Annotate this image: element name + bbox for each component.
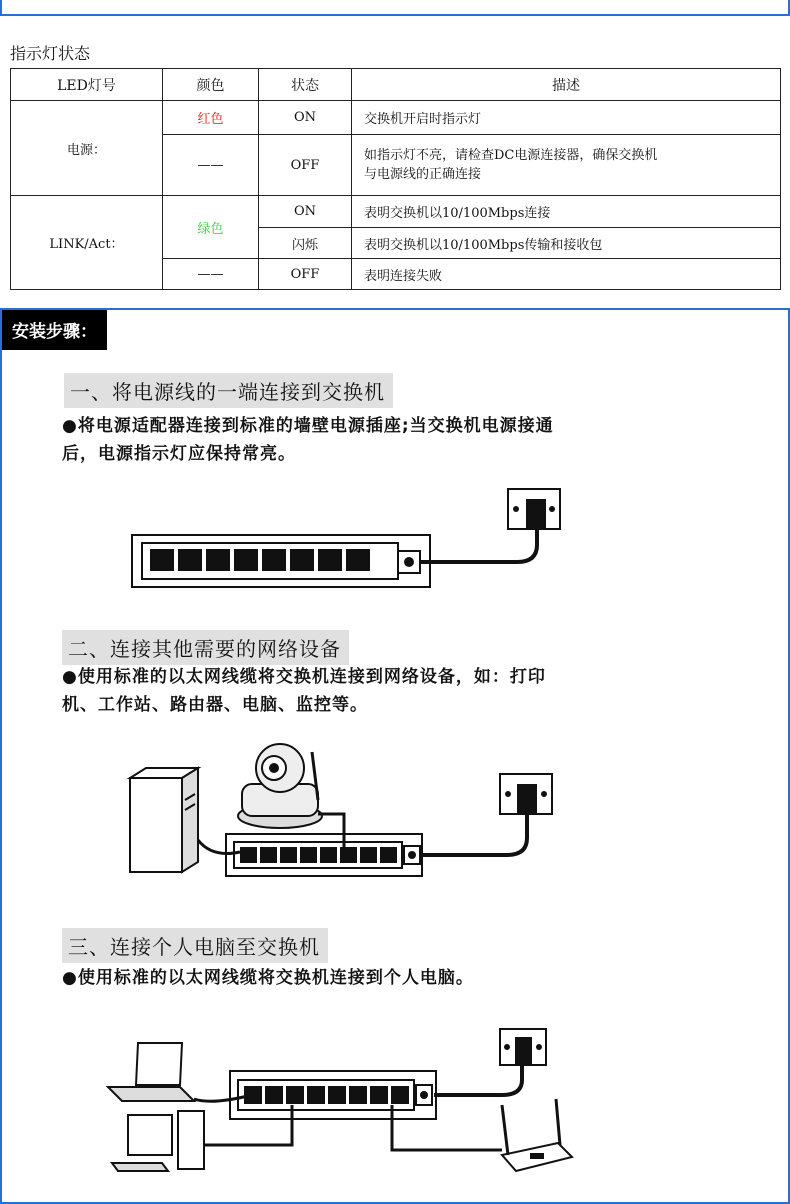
step1-heading: 一、将电源线的一端连接到交换机 xyxy=(64,373,393,408)
power-off-color: —— xyxy=(163,135,259,196)
wall-socket-icon xyxy=(500,774,552,814)
power-on-desc: 交换机开启时指示灯 xyxy=(352,101,781,135)
top-frame xyxy=(0,0,790,16)
step3-text xyxy=(62,964,474,992)
header-color: 颜色 xyxy=(163,69,259,101)
header-led: LED灯号 xyxy=(11,69,163,101)
link-off-state: OFF xyxy=(259,259,352,290)
step1-text xyxy=(62,412,554,468)
link-off-desc: 表明连接失败 xyxy=(352,259,781,290)
link-on-state: ON xyxy=(259,196,352,228)
power-cable xyxy=(434,1065,522,1095)
install-steps-tag: 安装步骤： xyxy=(2,310,107,350)
laptop-icon xyxy=(108,1043,194,1101)
switch-icon xyxy=(226,834,422,876)
desktop-pc-icon xyxy=(112,1111,204,1171)
power-cable xyxy=(420,525,537,562)
power-off-desc xyxy=(352,135,781,196)
power-off-desc-line1: 如指示灯不亮，请检查DC电源连接器，确保交换机 xyxy=(364,148,658,163)
led-status-table xyxy=(10,68,781,290)
link-off-color: —— xyxy=(163,259,259,290)
table-row xyxy=(11,196,781,228)
power-on-state: ON xyxy=(259,101,352,135)
switch-icon xyxy=(230,1071,436,1119)
step1-line2: 后，电源指示灯应保持常亮。 xyxy=(62,444,296,464)
step3-heading: 三、连接个人电脑至交换机 xyxy=(62,928,328,963)
header-state: 状态 xyxy=(259,69,352,101)
step1-illustration xyxy=(122,485,582,595)
step2-illustration xyxy=(122,730,572,890)
step2-text xyxy=(62,663,546,719)
server-tower-icon xyxy=(130,768,198,872)
ip-camera-icon xyxy=(238,744,322,828)
power-cable xyxy=(420,810,527,855)
link-on-color: 绿色 xyxy=(163,196,259,259)
header-desc: 描述 xyxy=(352,69,781,101)
step2-line2: 机、工作站、路由器、电脑、监控等。 xyxy=(62,695,368,715)
link-blink-desc: 表明交换机以10/100Mbps传输和接收包 xyxy=(352,228,781,259)
power-off-state: OFF xyxy=(259,135,352,196)
router-icon xyxy=(502,1099,572,1171)
step1-line1: ●将电源适配器连接到标准的墙壁电源插座;当交换机电源接通 xyxy=(62,416,554,436)
power-label: 电源： xyxy=(11,101,163,196)
step2-heading: 二、连接其他需要的网络设备 xyxy=(62,630,349,665)
step3-illustration xyxy=(102,1025,582,1185)
switch-icon xyxy=(132,535,430,587)
install-steps-panel xyxy=(0,308,790,1204)
table-header-row xyxy=(11,69,781,101)
step2-line1: ●使用标准的以太网线缆将交换机连接到网络设备，如：打印 xyxy=(62,667,546,687)
wall-socket-icon xyxy=(508,489,560,529)
table-row xyxy=(11,101,781,135)
indicator-section-title: 指示灯状态 xyxy=(10,44,91,63)
wall-socket-icon xyxy=(500,1029,546,1065)
link-on-desc: 表明交换机以10/100Mbps连接 xyxy=(352,196,781,228)
link-blink-state: 闪烁 xyxy=(259,228,352,259)
step3-line1: ●使用标准的以太网线缆将交换机连接到个人电脑。 xyxy=(62,968,474,988)
link-label: LINK/Act： xyxy=(11,196,163,290)
power-on-color: 红色 xyxy=(163,101,259,135)
power-off-desc-line2: 与电源线的正确连接 xyxy=(364,167,482,182)
